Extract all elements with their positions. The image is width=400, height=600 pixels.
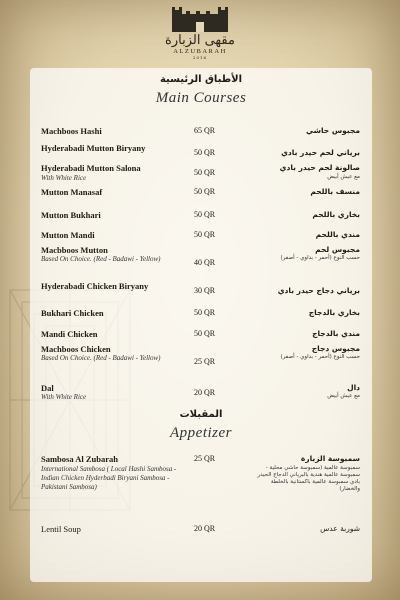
item-name-ar: مجبوس لحم xyxy=(315,245,360,254)
item-price: 50 QR xyxy=(194,329,216,338)
appetizer-title-en: Appetizer xyxy=(170,425,232,441)
item-name-ar: صالونة لحم حيدر بادي xyxy=(279,163,360,172)
item-price: 50 QR xyxy=(194,308,216,317)
brand-english-name: ALZUBARAH xyxy=(173,48,227,55)
item-price: 50 QR xyxy=(194,148,216,157)
item-name-ar: برياني لحم حيدر بادي xyxy=(281,148,360,157)
item-price: 50 QR xyxy=(194,210,216,219)
brand-arabic-name: مقهى الزبارة xyxy=(165,33,235,48)
item-description-ar: مع عيش أبيض xyxy=(327,174,360,180)
item-price: 40 QR xyxy=(194,258,216,267)
item-name-ar: مندي باللحم xyxy=(315,230,360,239)
main-courses-title-en: Main Courses xyxy=(155,90,247,106)
item-name: Hyderabadi Chicken Biryany xyxy=(41,281,149,291)
item-price: 50 QR xyxy=(194,187,216,196)
item-name-ar: بخاري باللحم xyxy=(312,210,360,219)
item-description: Based On Choice. (Red - Badawi - Yellow) xyxy=(41,354,161,362)
item-description-ar: حسب النوع (أحمر - بداوي - أصفر) xyxy=(280,255,360,261)
item-description: With White Rice xyxy=(41,174,87,182)
brand-year: 2016 xyxy=(192,55,208,60)
item-price: 25 QR xyxy=(194,357,216,366)
item-name-ar: مجبوس حاشي xyxy=(306,126,360,135)
item-price: 20 QR xyxy=(194,524,216,533)
item-name: Mutton Bukhari xyxy=(41,210,101,220)
item-name: Bukhari Chicken xyxy=(41,308,104,318)
item-name: Dal xyxy=(41,383,54,393)
item-name-ar: شوربة عدس xyxy=(320,524,360,533)
item-price: 50 QR xyxy=(194,168,216,177)
item-description: Based On Choice. (Red - Badawi - Yellow) xyxy=(41,255,161,263)
item-name: Mutton Manasaf xyxy=(41,187,103,197)
item-price: 50 QR xyxy=(194,230,216,239)
brand-header xyxy=(0,4,400,60)
item-name-ar: مندي بالدجاج xyxy=(312,329,360,338)
item-name-ar: سمبوسة الزبارة xyxy=(300,454,360,463)
item-name-ar: مجبوس دجاج xyxy=(311,344,360,353)
item-name: Sambosa Al Zubarah xyxy=(41,454,118,464)
item-name: Macbboos Mutton xyxy=(41,245,108,255)
item-description-ar: حسب النوع (أحمر - بداوي - أصفر) xyxy=(280,354,360,360)
item-name: Mutton Mandi xyxy=(41,230,95,240)
item-name-ar: دال xyxy=(347,383,360,392)
item-name: Mandi Chicken xyxy=(41,329,98,339)
item-name: Hyderabadi Mutton Salona xyxy=(41,163,141,173)
item-name-ar: بخاري بالدجاج xyxy=(308,308,360,317)
appetizer-title-ar: المقبلات xyxy=(179,409,223,420)
item-name: Machboos Hashi xyxy=(41,126,102,136)
item-description-ar: سمبوسة عالمية (سمبوسة حاشي محلية - سمبوسة عالمية هندية بالبرياني الدجاج الحيدر بادي سمبوسة عالمية باكستانية بالخلطة والخضار) xyxy=(257,465,360,492)
item-description: With White Rice xyxy=(41,393,87,401)
item-description: International Sambosa ( Local Hashi Sambosa - Indian Chicken Hyderbadi Biryani Sambosa - Pakistani Sambosa) xyxy=(41,465,177,491)
item-description-ar: مع عيش أبيض xyxy=(327,393,360,399)
item-name-ar: برياني دجاج حيدر بادي xyxy=(277,286,360,295)
item-price: 20 QR xyxy=(194,388,216,397)
item-price: 30 QR xyxy=(194,286,216,295)
item-price: 65 QR xyxy=(194,126,216,135)
item-name-ar: منسف باللحم xyxy=(310,187,360,196)
fort-icon xyxy=(168,4,232,34)
item-price: 25 QR xyxy=(194,454,216,463)
menu-card xyxy=(30,68,372,582)
item-name: Lentil Soup xyxy=(41,524,81,534)
main-courses-title-ar: الأطباق الرئيسية xyxy=(159,74,243,85)
item-name: Hyderabadi Mutton Biryany xyxy=(41,143,146,153)
item-name: Machboos Chicken xyxy=(41,344,111,354)
